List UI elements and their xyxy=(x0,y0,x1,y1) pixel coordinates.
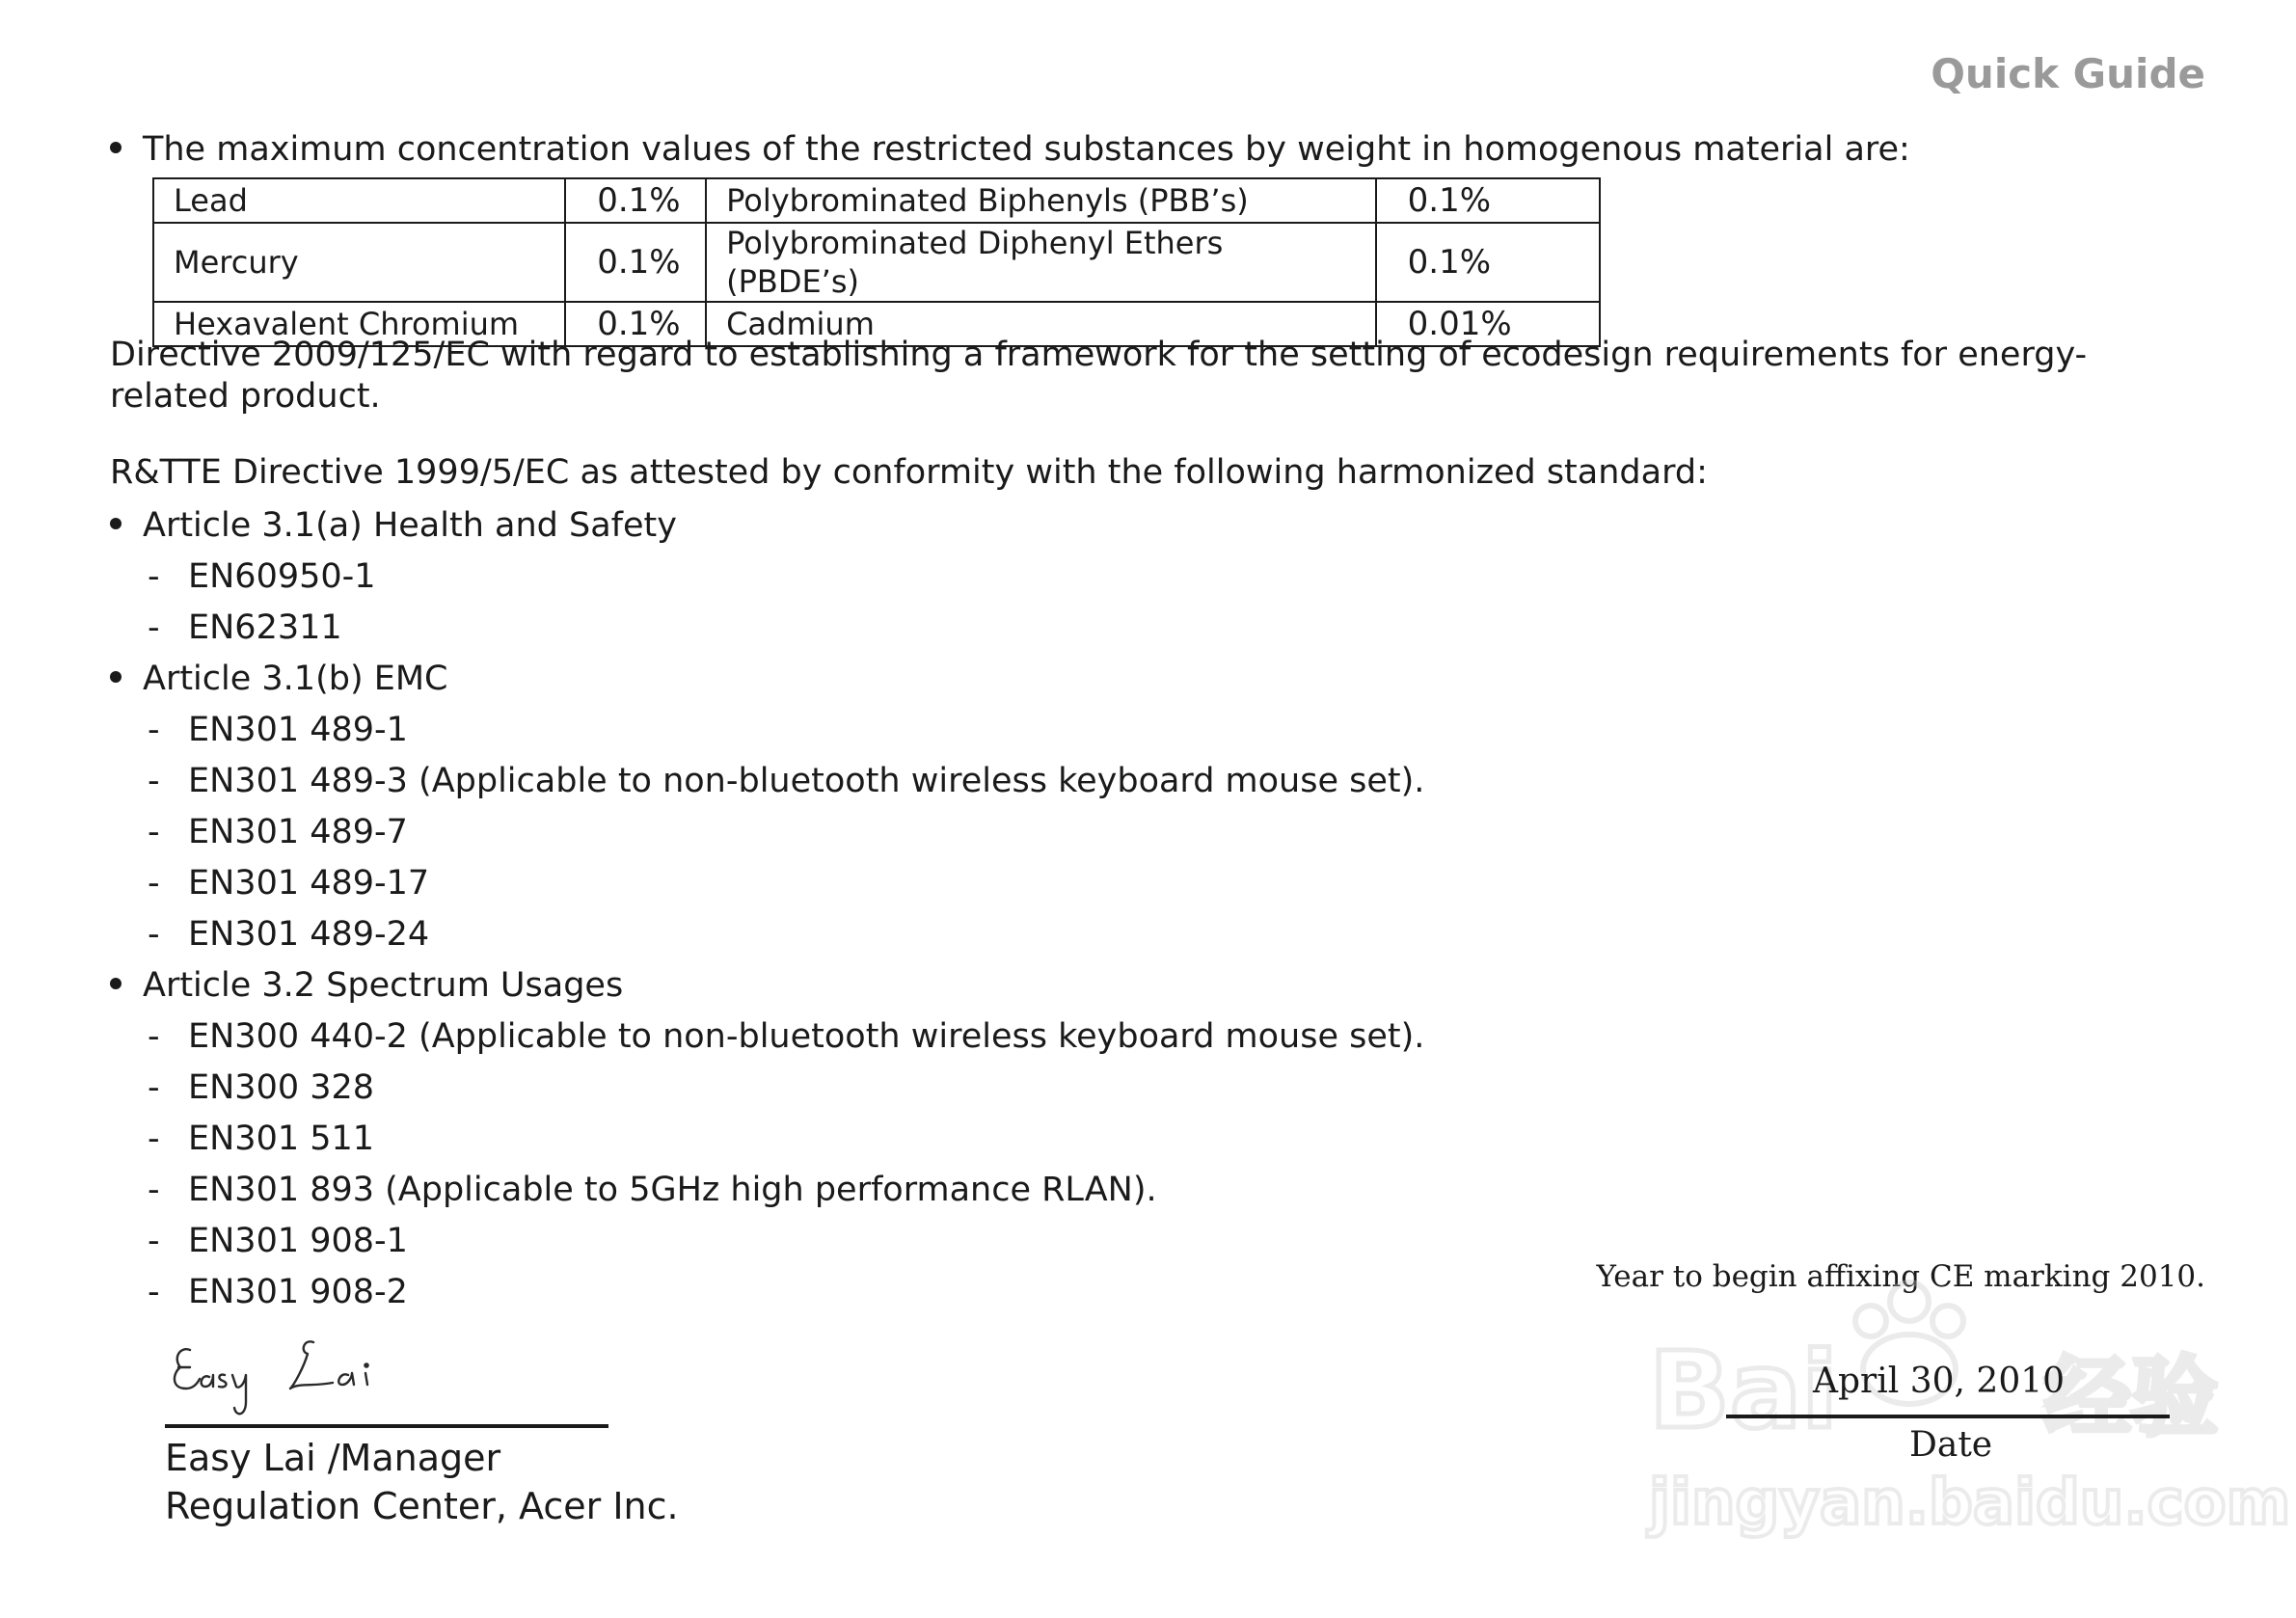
dash-marker: - xyxy=(148,864,160,903)
substance-name: Mercury xyxy=(153,223,565,302)
dash-marker: - xyxy=(148,1171,160,1209)
dash-marker: - xyxy=(148,608,160,647)
standard-item xyxy=(148,1119,374,1159)
substance-value: 0.1% xyxy=(565,223,706,302)
standard-label: EN301 489-24 xyxy=(188,915,430,954)
article-title: Article 3.1(a) Health and Safety xyxy=(143,506,677,545)
standard-item xyxy=(148,710,408,750)
substances-table xyxy=(152,177,1601,347)
standard-label: EN301 908-1 xyxy=(188,1222,408,1260)
standard-item xyxy=(148,607,342,648)
ce-marking-note: Year to begin affixing CE marking 2010. xyxy=(1596,1259,2205,1294)
date-line xyxy=(1726,1415,2170,1418)
intro-bullet xyxy=(110,129,1910,170)
standard-label: EN301 489-7 xyxy=(188,813,408,851)
page-header: Quick Guide xyxy=(1931,50,2205,97)
intro-text: The maximum concentration values of the restricted substances by weight in homogenous material are: xyxy=(143,130,1910,169)
baidu-watermark xyxy=(1639,1263,2291,1552)
svg-text:Bai: Bai xyxy=(1649,1329,1838,1452)
dash-marker: - xyxy=(148,813,160,851)
substance-name: Polybrominated Biphenyls (PBB’s) xyxy=(706,178,1376,223)
directive-ecodesign: Directive 2009/125/EC with regard to establishing a framework for the setting of ecodesign requirements for energy-related product. xyxy=(110,336,2088,416)
dash-marker: - xyxy=(148,1068,160,1107)
dash-marker: - xyxy=(148,1273,160,1311)
standard-label: EN301 489-17 xyxy=(188,864,430,903)
substance-name: Polybrominated Diphenyl Ethers (PBDE’s) xyxy=(706,223,1376,302)
substance-name: Lead xyxy=(153,178,565,223)
article-item xyxy=(110,659,447,699)
handwritten-signature xyxy=(169,1329,419,1425)
rtte-intro: R&TTE Directive 1999/5/EC as attested by conformity with the following harmonized standard: xyxy=(110,453,1708,492)
standard-item xyxy=(148,914,429,955)
standard-item xyxy=(148,1221,408,1261)
substance-value: 0.01% xyxy=(1376,302,1600,346)
standard-label: EN62311 xyxy=(188,608,342,647)
signer-name: Easy Lai /Manager xyxy=(165,1437,501,1479)
standard-label: EN301 908-2 xyxy=(188,1273,408,1311)
svg-text:经验: 经验 xyxy=(2044,1347,2218,1448)
signature-line xyxy=(165,1424,608,1428)
bullet-dot xyxy=(110,671,122,683)
standard-item xyxy=(148,556,376,597)
standard-label: EN300 440-2 (Applicable to non-bluetooth wireless keyboard mouse set). xyxy=(188,1017,1425,1056)
svg-text:jingyan.baidu.com: jingyan.baidu.com xyxy=(1649,1468,2291,1539)
dash-marker: - xyxy=(148,711,160,749)
table-row xyxy=(153,178,1600,223)
signer-organization: Regulation Center, Acer Inc. xyxy=(165,1485,679,1527)
dash-marker: - xyxy=(148,762,160,800)
substance-value: 0.1% xyxy=(565,178,706,223)
date-label: Date xyxy=(1909,1425,1993,1465)
bullet-dot xyxy=(110,142,122,153)
substance-value: 0.1% xyxy=(1376,223,1600,302)
bullet-dot xyxy=(110,978,122,989)
article-title: Article 3.1(b) EMC xyxy=(143,660,448,698)
table-row xyxy=(153,223,1600,302)
standard-label: EN301 489-1 xyxy=(188,711,408,749)
standard-item xyxy=(148,1272,408,1312)
dash-marker: - xyxy=(148,1119,160,1158)
substance-name: Cadmium xyxy=(706,302,1376,346)
standard-label: EN301 489-3 (Applicable to non-bluetooth wireless keyboard mouse set). xyxy=(188,762,1425,800)
substance-value: 0.1% xyxy=(1376,178,1600,223)
dash-marker: - xyxy=(148,557,160,596)
bullet-dot xyxy=(110,518,122,529)
standard-label: EN60950-1 xyxy=(188,557,376,596)
standard-item xyxy=(148,863,429,903)
standard-item xyxy=(148,1016,1424,1057)
dash-marker: - xyxy=(148,915,160,954)
article-title: Article 3.2 Spectrum Usages xyxy=(143,966,624,1005)
standard-label: EN300 328 xyxy=(188,1068,375,1107)
signature-date: April 30, 2010 xyxy=(1813,1362,2066,1401)
standard-item xyxy=(148,761,1424,801)
standard-label: EN301 893 (Applicable to 5GHz high performance RLAN). xyxy=(188,1171,1157,1209)
standard-label: EN301 511 xyxy=(188,1119,375,1158)
article-item xyxy=(110,505,677,546)
standard-item xyxy=(148,812,408,852)
substance-value: 0.1% xyxy=(565,302,706,346)
article-item xyxy=(110,965,623,1006)
standard-item xyxy=(148,1067,374,1108)
standard-item xyxy=(148,1170,1157,1210)
dash-marker: - xyxy=(148,1017,160,1056)
substance-name: Hexavalent Chromium xyxy=(153,302,565,346)
dash-marker: - xyxy=(148,1222,160,1260)
